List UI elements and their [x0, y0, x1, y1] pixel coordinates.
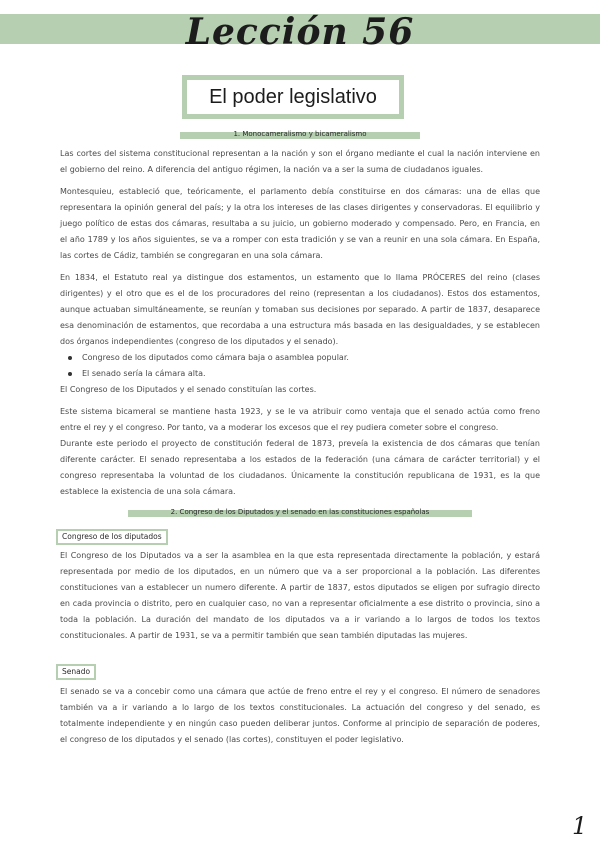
- section-1-body: [60, 146, 540, 500]
- paragraph: Montesquieu, estableció que, teóricamente, el parlamento debía constituirse en dos cámaras: una de ellas que representara la opinión general del país; y la otra los intereses de las clases dirigentes y conservadoras. El equilibrio y juego político de estas dos cámaras, resultaba a su juicio, un gobierno moderado y compensado. Pero, en Francia, en el año 1789 y los años siguientes, se va a romper con esta tradición y se van a reunir en una sola cámara. En España, las cortes de Cádiz, también se congregaran en una sola cámara.: [60, 187, 540, 260]
- list-item: Congreso de los diputados como cámara baja o asamblea popular.: [60, 350, 540, 366]
- paragraph: En 1834, el Estatuto real ya distingue dos estamentos, un estamento que lo llama PRÓCERES del reino (clases dirigentes) y el otro que es el de los procuradores del reino (representan a los ciudadanos). Estos dos estamentos, aunque actuaban simultáneamente, se reunían y tomaban sus decisiones por separado. A partir de 1837, desaparece esa denominación de estamentos, que recordaba a una estructura más basada en las desigualdades, y se establecen dos órganos independientes (congreso de los diputados y el senado).: [60, 273, 540, 346]
- paragraph: El Congreso de los Diputados va a ser la asamblea en la que esta representada directamente la población, y estará representada por medio de los diputados, en un número que va a ser proporcional a la población. Las diferentes constituciones van a establecer un numero diferente. A partir de 1837, estos diputados se eligen por sufragio directo en cada provincia o distrito, pero en cualquier caso, no van a representar oficialmente a ese distrito o provincia, sino a toda la población. La duración del mandato de los diputados va a ir variando a lo largos de todos los textos constitucionales. A partir de 1931, se va a permitir también que sean también diputadas las mujeres.: [60, 551, 540, 640]
- section-1-heading: 1. Monocameralismo y bicameralismo: [180, 132, 420, 139]
- senado-tag: Senado: [56, 664, 96, 680]
- paragraph: Las cortes del sistema constitucional representan a la nación y son el órgano mediante el cual la nación interviene en el gobierno del reino. A diferencia del antiguo régimen, la nación va a ser la suma de ciudadanos iguales.: [60, 149, 540, 174]
- page-number: 1: [572, 812, 588, 840]
- congreso-tag: Congreso de los diputados: [56, 529, 168, 545]
- subtitle-box: [182, 75, 404, 119]
- paragraph: Este sistema bicameral se mantiene hasta 1923, y se le va atribuir como ventaja que el senado actúa como freno entre el rey y el congreso. Por tanto, va a moderar los excesos que el rey pudiera cometer sobre el congreso.: [60, 407, 540, 432]
- list-item: El senado sería la cámara alta.: [60, 366, 540, 382]
- paragraph: El Congreso de los Diputados y el senado constituían las cortes.: [60, 385, 317, 394]
- paragraph: Durante este periodo el proyecto de constitución federal de 1873, preveía la existencia de dos cámaras que tenían diferente carácter. El senado representaba a los estados de la federación (una cámara de carácter territorial) y el congreso representaba la voluntad de los ciudadanos. Únicamente la constitución republicana de 1931, es la que establece la existencia de una sola cámara.: [60, 439, 540, 496]
- bullet-list: [60, 350, 540, 382]
- paragraph: El senado se va a concebir como una cámara que actúe de freno entre el rey y el congreso. El número de senadores también va a ir variando a lo largo de los textos constitucionales. La actuación del congreso y del senado, es totalmente independiente y en ningún caso pueden deliberar juntos. Conforme al principio de separación de poderes, el congreso de los diputados y el senado (las cortes), constituyen el poder legislativo.: [60, 687, 540, 744]
- senado-body: [60, 684, 540, 748]
- subtitle: El poder legislativo: [209, 85, 377, 108]
- section-2-heading: 2. Congreso de los Diputados y el senado en las constituciones españolas: [128, 510, 472, 517]
- lesson-title: Lección 56: [185, 11, 415, 53]
- congreso-body: [60, 548, 540, 644]
